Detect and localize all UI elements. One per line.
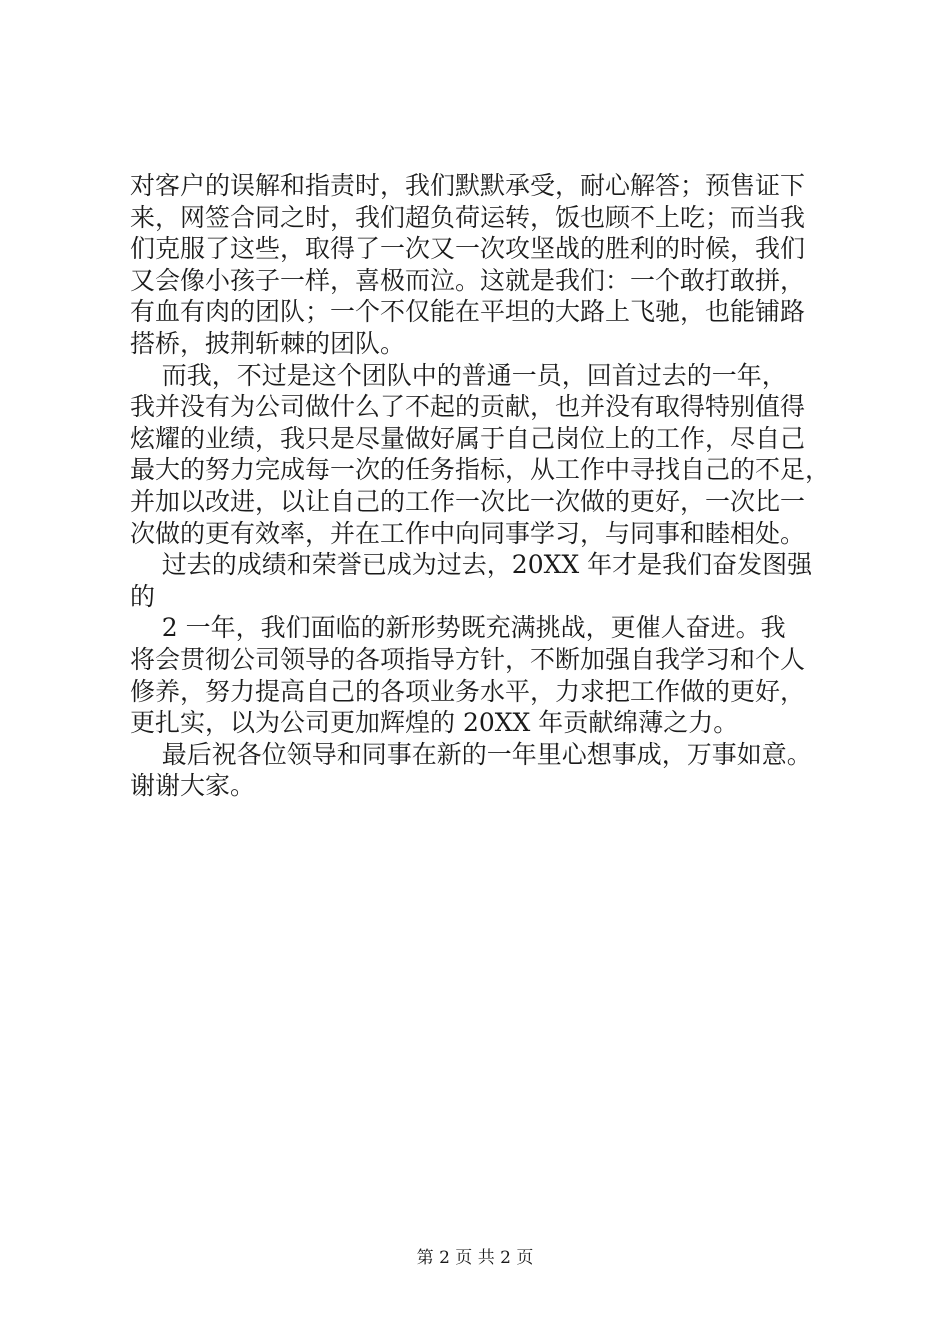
text-line: 最大的努力完成每一次的任务指标，从工作中寻找自己的不足， [130, 455, 831, 485]
text-line: 将会贯彻公司领导的各项指导方针，不断加强自我学习和个人 [130, 644, 806, 674]
text-line: 搭桥，披荆斩棘的团队。 [130, 328, 406, 358]
text-line: 更扎实，以为公司更加辉煌的 20XX 年贡献绵薄之力。 [130, 708, 739, 738]
text-line: 对客户的误解和指责时，我们默默承受，耐心解答；预售证下 [130, 171, 806, 200]
text-line: 有血有肉的团队；一个不仅能在平坦的大路上飞驰，也能铺路 [130, 297, 806, 327]
text-line: 的 [130, 581, 156, 611]
text-line: 们克服了这些，取得了一次又一次攻坚战的胜利的时候，我们 [130, 234, 806, 264]
text-line: 谢谢大家。 [130, 771, 256, 801]
text-line: 来，网签合同之时，我们超负荷运转，饭也顾不上吃；而当我 [130, 202, 806, 232]
text-line: 最后祝各位领导和同事在新的一年里心想事成，万事如意。 [130, 739, 812, 769]
text-line: 并加以改进，以让自己的工作一次比一次做的更好，一次比一 [130, 486, 806, 516]
text-line: 过去的成绩和荣誉已成为过去，20XX 年才是我们奋发图强 [130, 550, 813, 580]
text-line: 炫耀的业绩，我只是尽量做好属于自己岗位上的工作，尽自己 [130, 423, 806, 453]
text-line: 2 一年，我们面临的新形势既充满挑战，更催人奋进。我 [130, 613, 786, 643]
text-line: 而我，不过是这个团队中的普通一员，回首过去的一年， [130, 360, 787, 390]
page-number-footer: 第 2 页 共 2 页 [416, 1248, 534, 1268]
text-line: 我并没有为公司做什么了不起的贡献，也并没有取得特别值得 [130, 392, 806, 422]
text-line: 修养，努力提高自己的各项业务水平，力求把工作做的更好， [130, 676, 806, 706]
text-line: 次做的更有效率，并在工作中向同事学习，与同事和睦相处。 [130, 518, 806, 548]
text-line: 又会像小孩子一样，喜极而泣。这就是我们：一个敢打敢拼， [130, 265, 806, 295]
document-body [130, 170, 850, 802]
